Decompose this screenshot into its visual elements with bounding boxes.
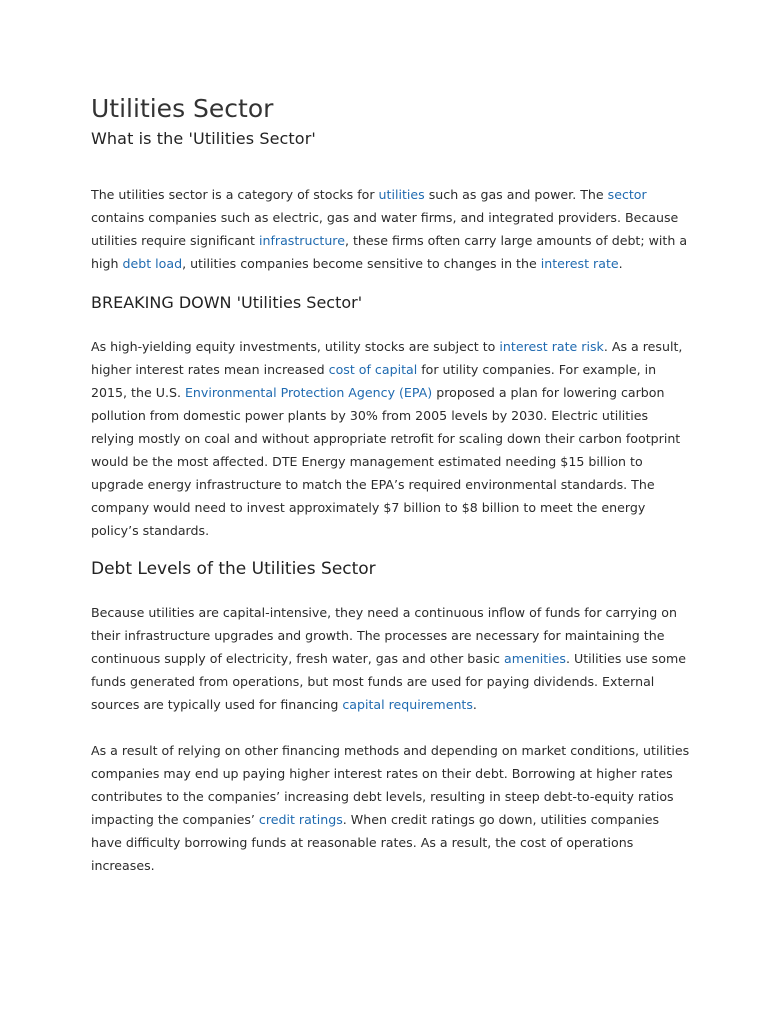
paragraph-text: , these firms often carry large amounts of debt; with a high: [91, 233, 688, 271]
debt-levels-heading: Debt Levels of the Utilities Sector: [91, 559, 376, 579]
page-title: Utilities Sector: [91, 94, 274, 123]
debt-levels-paragraph-1: [91, 601, 691, 716]
debt-levels-paragraph-2: [91, 739, 691, 877]
page-subtitle: What is the 'Utilities Sector': [91, 129, 316, 148]
inline-link[interactable]: amenities: [504, 651, 566, 666]
inline-link[interactable]: infrastructure: [258, 233, 345, 248]
paragraph-text: . When credit ratings go down, utilities companies have difficulty borrowing funds at reasonable rates. As a result, the cost of operations increases.: [91, 812, 660, 873]
inline-link[interactable]: debt load: [122, 256, 183, 271]
paragraph-text: proposed a plan for lowering carbon pollution from domestic power plants by 30% from 2005 levels by 2030. Electric utilities relying mostly on coal and without appropriate retrofit for scaling down their carbon footprint would be the most affected. DTE Energy management estimated needing $15 billion to upgrade energy infrastructure to match the EPA’s required environmental standards. The company would need to invest approximately $7 billion to $8 billion to meet the energy policy’s standards.: [91, 385, 681, 538]
paragraph-text: Because utilities are capital-intensive, they need a continuous inflow of funds for carrying on their infrastructure upgrades and growth. The processes are necessary for maintaining the continuous supply of electricity, fresh water, gas and other basic: [91, 605, 677, 666]
inline-link[interactable]: credit ratings: [258, 812, 343, 827]
inline-link[interactable]: sector: [607, 187, 647, 202]
paragraph-text: As a result of relying on other financing methods and depending on market conditions, utilities companies may end up paying higher interest rates on their debt. Borrowing at higher rates contributes to the companies’ increasing debt levels, resulting in steep debt-to-equity ratios impacting the companies’: [91, 743, 690, 827]
breaking-down-paragraph: [91, 335, 691, 542]
inline-link[interactable]: utilities: [378, 187, 425, 202]
inline-link[interactable]: cost of capital: [328, 362, 418, 377]
paragraph-text: contains companies such as electric, gas and water firms, and integrated providers. Because utilities require significant: [91, 210, 679, 248]
paragraph-text: As high-yielding equity investments, utility stocks are subject to: [91, 339, 500, 354]
intro-paragraph: [91, 183, 691, 275]
paragraph-text: The utilities sector is a category of stocks for: [91, 187, 379, 202]
paragraph-text: . Utilities use some funds generated from operations, but most funds are used for paying dividends. External sources are typically used for financing: [91, 651, 686, 712]
inline-link[interactable]: interest rate: [540, 256, 619, 271]
article-content: [91, 92, 691, 877]
paragraph-text: .: [618, 256, 623, 271]
inline-link[interactable]: Environmental Protection Agency (EPA): [184, 385, 433, 400]
inline-link[interactable]: capital requirements: [342, 697, 473, 712]
paragraph-text: such as gas and power. The: [424, 187, 608, 202]
paragraph-text: .: [472, 697, 477, 712]
paragraph-text: for utility companies. For example, in 2015, the U.S.: [91, 362, 657, 400]
paragraph-text: . As a result, higher interest rates mean increased: [91, 339, 683, 377]
breaking-down-heading: BREAKING DOWN 'Utilities Sector': [91, 293, 363, 312]
paragraph-text: , utilities companies become sensitive to changes in the: [182, 256, 541, 271]
inline-link[interactable]: interest rate risk: [499, 339, 604, 354]
